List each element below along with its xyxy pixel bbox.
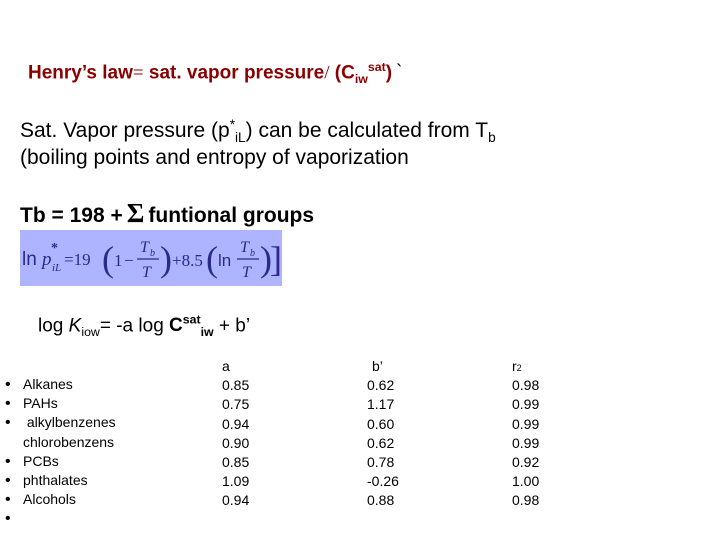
table-cell: 1.00	[512, 473, 540, 490]
title-open: (C	[329, 62, 355, 84]
table-cell: 0.90	[222, 434, 250, 451]
slide-title	[28, 60, 402, 86]
title-sup-sat: sat	[367, 60, 386, 74]
column-a-values	[222, 376, 250, 509]
bullet-dot: •	[5, 395, 11, 413]
log-c-group	[169, 313, 214, 340]
formula-ln-2: ln	[218, 251, 232, 270]
formula-star: *	[51, 241, 58, 256]
table-cell: 0.99	[512, 396, 540, 413]
table-cell: 0.62	[367, 434, 395, 451]
log-text-1: log	[38, 315, 69, 337]
table-cell: 0.78	[367, 453, 395, 470]
list-item	[5, 413, 116, 432]
column-r2-header	[512, 357, 539, 376]
r-letter: r	[512, 358, 517, 374]
formula-tb: T	[140, 239, 149, 256]
list-item-label: PCBs	[23, 452, 59, 469]
boiling-points-line: (boiling points and entropy of vaporization	[20, 146, 409, 169]
list-item	[5, 433, 116, 452]
r-sub: 2	[516, 363, 522, 373]
formula-paren-close: )	[160, 239, 172, 279]
title-sub-iw: iw	[354, 72, 368, 87]
compound-list	[5, 375, 116, 529]
table-cell: 1.17	[367, 396, 395, 413]
title-tick: `	[396, 62, 403, 84]
vapor-pressure-line	[20, 117, 496, 145]
list-item-label: alkylbenzenes	[23, 414, 116, 431]
bullet-dot: •	[5, 471, 11, 489]
bullet-dot: •	[5, 414, 11, 432]
log-c-sub: iw	[200, 325, 214, 340]
title-henrys-law: Henry’s law	[28, 62, 133, 84]
table-cell: 0.60	[367, 415, 395, 432]
formula-eq19: =19	[64, 250, 91, 269]
table-cell: 0.99	[512, 434, 540, 451]
list-item	[5, 471, 116, 490]
table-cell: 0.85	[222, 453, 250, 470]
list-item-label: phthalates	[23, 471, 88, 488]
vp-text-2: ) can be calculated from T	[245, 119, 489, 142]
column-r2-values	[512, 376, 540, 509]
title-sat-vapor: sat. vapor pressure	[143, 62, 325, 84]
list-item	[5, 490, 116, 509]
bullet-dot: •	[5, 452, 11, 470]
table-cell: 0.94	[222, 492, 250, 509]
bullet-dot: •	[5, 376, 11, 393]
table-cell: 0.94	[222, 415, 250, 432]
list-item	[5, 509, 116, 528]
formula-ln: ln	[22, 249, 37, 270]
formula-paren-open-2: (	[206, 239, 218, 279]
formula-svg	[20, 230, 282, 286]
formula-one: 1	[114, 251, 123, 270]
formula-minus: −	[124, 251, 134, 270]
formula-tb-sub-2: b	[250, 248, 255, 259]
column-b	[367, 357, 399, 509]
bullet-dot: •	[5, 510, 11, 528]
log-text-2: = -a log	[99, 315, 170, 337]
formula-p: p	[42, 249, 52, 270]
tb-left: Tb = 198 +	[20, 204, 123, 227]
column-b-header: b’	[372, 358, 383, 374]
list-item-label: Alcohols	[23, 491, 76, 508]
log-k-sub: iow	[81, 325, 100, 340]
column-a-header: a	[222, 358, 230, 374]
list-item-label: chlorobenzens	[23, 433, 115, 450]
log-text-3: + b’	[213, 315, 251, 337]
list-item-label: Alkanes	[23, 376, 73, 392]
table-cell: 1.09	[222, 473, 250, 490]
vp-text-1: Sat. Vapor pressure (p	[20, 119, 230, 142]
table-cell: 0.75	[222, 396, 250, 413]
tb-equation	[20, 198, 314, 229]
log-c: C	[169, 315, 183, 337]
formula-t: T	[142, 264, 151, 281]
table-cell: 0.85	[222, 377, 250, 394]
column-r2	[512, 357, 540, 509]
table-cell: 0.88	[367, 492, 395, 509]
title-slash: /	[324, 62, 330, 84]
list-item	[5, 452, 116, 471]
formula-bracket-close: ]	[270, 239, 282, 279]
list-item-label: PAHs	[23, 395, 58, 412]
tb-right: funtional groups	[148, 204, 315, 227]
formula-box	[20, 230, 282, 286]
log-k: K	[68, 315, 82, 337]
title-close: )	[385, 62, 393, 84]
formula-paren-close-2: )	[260, 239, 272, 279]
vp-sub-b: b	[488, 130, 496, 146]
vp-sub-il: iL	[235, 130, 246, 146]
title-equals: =	[132, 62, 144, 84]
table-cell: 0.92	[512, 453, 540, 470]
column-a	[222, 357, 250, 509]
bullet-dot: •	[5, 491, 11, 509]
formula-paren-open: (	[102, 239, 114, 279]
formula-t-2: T	[242, 264, 251, 281]
formula-tb-2: T	[240, 239, 249, 256]
list-item	[5, 375, 116, 394]
table-cell: 0.98	[512, 377, 540, 394]
table-cell: -0.26	[367, 473, 399, 490]
table-cell: 0.98	[512, 492, 540, 509]
list-item	[5, 394, 116, 413]
table-cell: 0.62	[367, 377, 395, 394]
formula-plus: +8.5	[172, 251, 203, 270]
sigma-symbol: Σ	[126, 198, 145, 228]
log-c-sup: sat	[182, 313, 201, 327]
log-kow-equation	[38, 313, 250, 339]
column-b-values	[367, 376, 399, 509]
formula-sub-il: iL	[52, 262, 62, 274]
table-cell: 0.99	[512, 415, 540, 432]
vp-star: *	[229, 117, 236, 132]
formula-tb-sub: b	[150, 248, 155, 259]
